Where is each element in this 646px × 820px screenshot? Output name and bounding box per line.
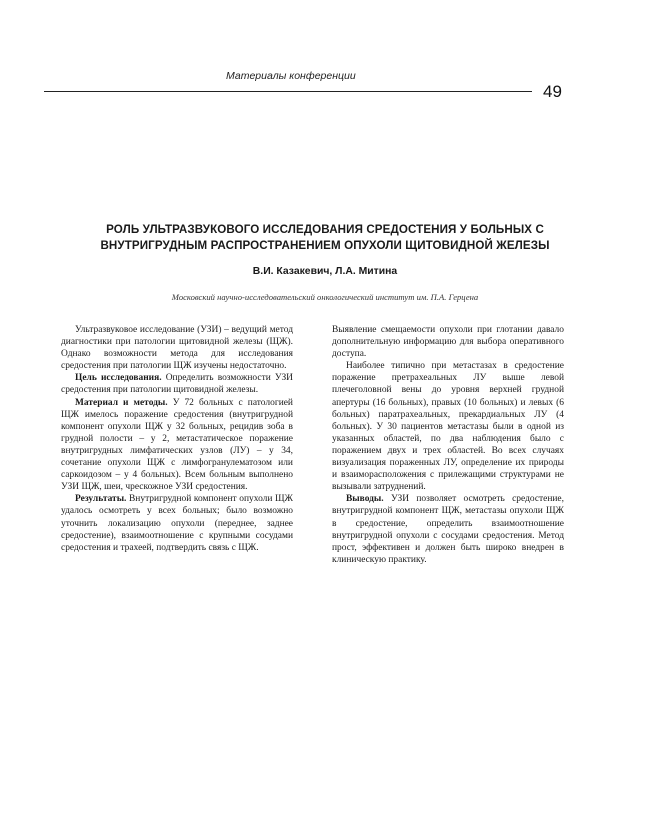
- metastases-paragraph: Наиболее типично при метастазах в средостение поражение претрахеальных ЛУ выше левой плечеголовной вены до уровня верхней грудной апертуры (16 больных), правых (10 больных) и левых (6 больных) паратрахеальных, прекардиальных ЛУ (4 больных). У 30 пациентов метастазы были в одной из указанных областей, по два наблюдения было с поражением двух и трех областей. Во всех случаях визуализация пораженных ЛУ, определение их природы и взаиморасположения с прилежащими структурами не вызывали затруднений.: [332, 361, 564, 493]
- methods-label: Материал и методы.: [75, 397, 168, 408]
- running-header: Материалы конференции: [226, 70, 356, 82]
- left-column: [61, 324, 293, 554]
- page-number: 49: [543, 82, 562, 101]
- title-line-1: РОЛЬ УЛЬТРАЗВУКОВОГО ИССЛЕДОВАНИЯ СРЕДОСТЕНИЯ У БОЛЬНЫХ С: [106, 223, 544, 236]
- conclusions-paragraph: [332, 493, 564, 566]
- conclusions-label: Выводы.: [346, 494, 384, 505]
- aim-paragraph: [61, 372, 293, 396]
- affiliation: Московский научно-исследовательский онкологический институт им. П.А. Герцена: [171, 292, 479, 302]
- article-title: [60, 222, 590, 254]
- authors: В.И. Казакевич, Л.А. Митина: [252, 266, 398, 277]
- results-label: Результаты.: [75, 494, 127, 505]
- right-column: [332, 324, 564, 566]
- results-text: Внутригрудной компонент опухоли ЩЖ удалось осмотреть у всех больных; было возможно уточнить локализацию опухоли (переднее, заднее средостение), взаимоотношение с крупными сосудами средостения и трахеей, подтвердить связь с ЩЖ.: [61, 494, 293, 553]
- methods-text: У 72 больных с патологией ЩЖ имелось поражение средостения (внутригрудной компонент опухоли ЩЖ у 32 больных, рецидив зоба в грудной полости – у 2, метастатическое поражение внутригрудных лимфатических узлов (ЛУ) – у 34, сочетание опухоли ЩЖ с лимфогранулематозом или саркоидозом – у 4 больных). Всем больным выполнено УЗИ ЩЖ, шеи, чрескожное УЗИ средостения.: [61, 397, 293, 493]
- results-paragraph: [61, 493, 293, 553]
- header-rule: [44, 91, 532, 92]
- results-continuation: Выявление смещаемости опухоли при глотании давало дополнительную информацию для выбора оперативного доступа.: [332, 325, 564, 360]
- title-line-2: ВНУТРИГРУДНЫМ РАСПРОСТРАНЕНИЕМ ОПУХОЛИ ЩИТОВИДНОЙ ЖЕЛЕЗЫ: [100, 239, 550, 252]
- conclusions-text: УЗИ позволяет осмотреть средостение, внутригрудной компонент ЩЖ, метастазы опухоли ЩЖ в средостение, определить взаимоотношение внутригрудной опухоли с сосудами средостения. Метод прост, эффективен и должен быть широко внедрен в клиническую практику.: [332, 494, 564, 565]
- intro-paragraph: Ультразвуковое исследование (УЗИ) – ведущий метод диагностики при патологии щитовидной железы (ЩЖ). Однако возможности метода для исследования средостения при патологии ЩЖ изучены недостаточно.: [61, 325, 293, 372]
- aim-text: Определить возможности УЗИ средостения при патологии щитовидной железы.: [61, 373, 293, 396]
- aim-label: Цель исследования.: [75, 373, 162, 384]
- methods-paragraph: [61, 397, 293, 494]
